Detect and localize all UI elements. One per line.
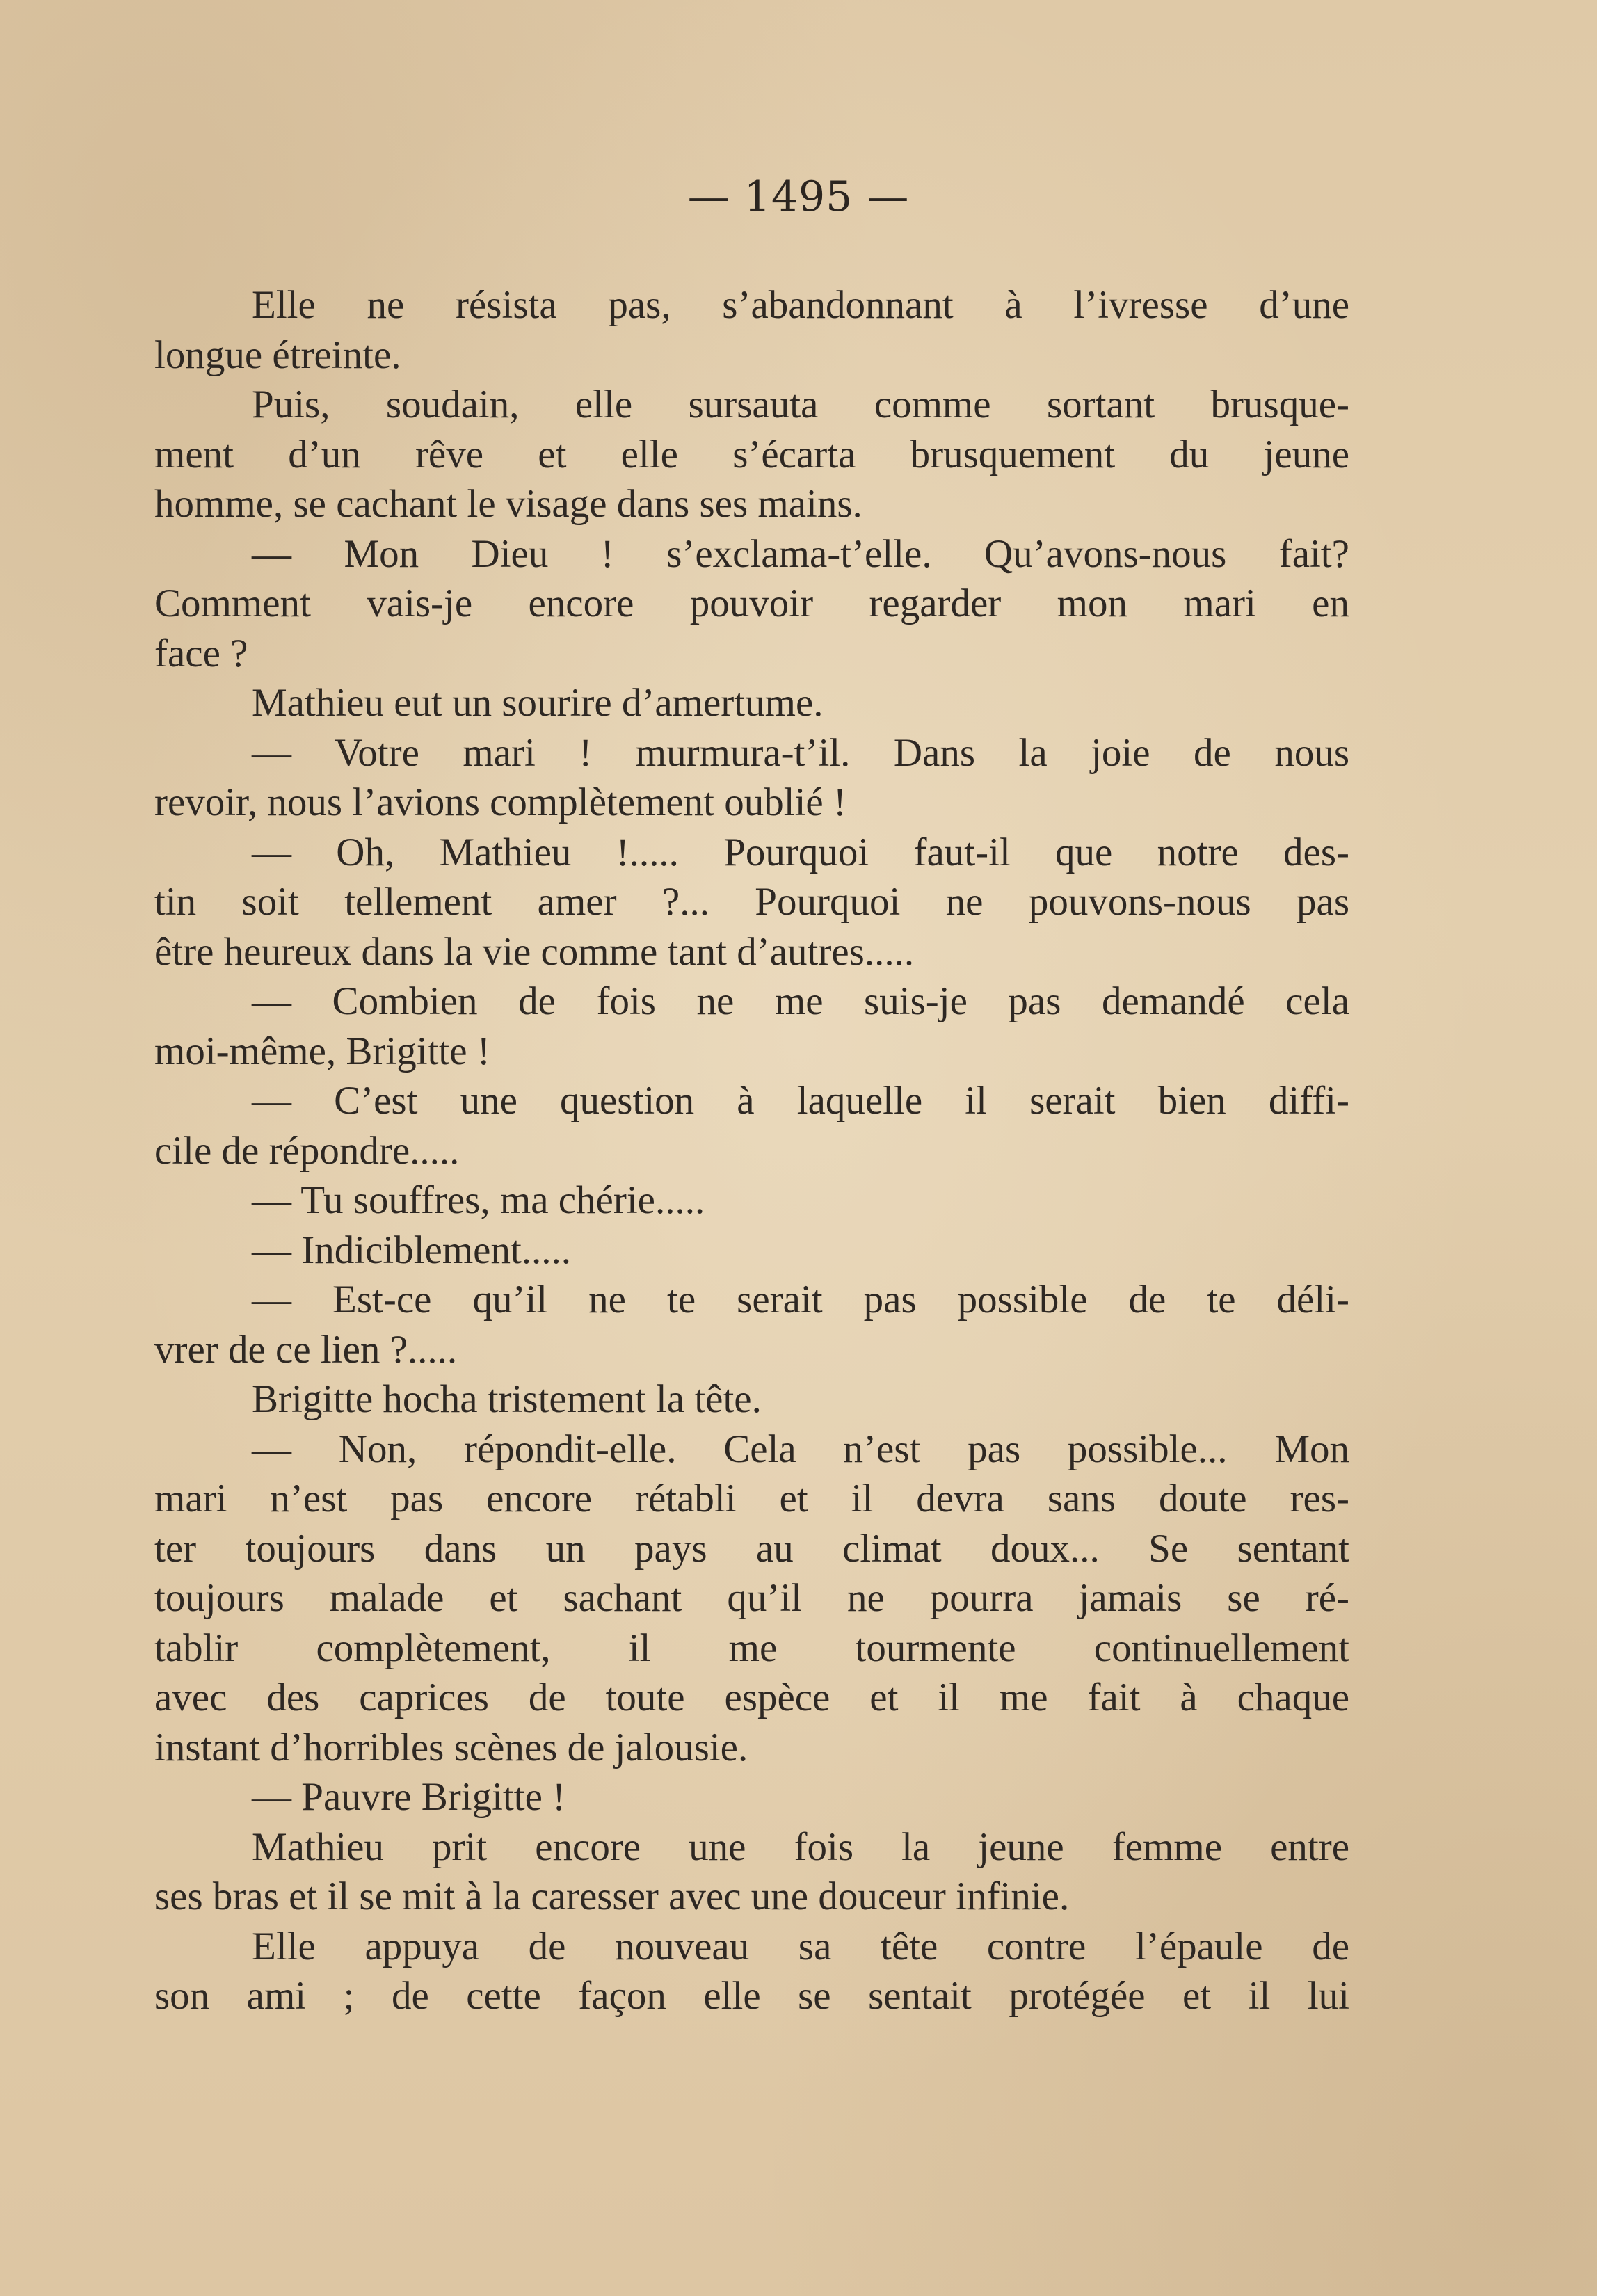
text-line: moi-même, Brigitte !	[154, 1029, 490, 1073]
text-line: — Tu souffres, ma chérie.....	[252, 1178, 705, 1222]
body-text	[154, 280, 1349, 2021]
text-line: face ?	[154, 631, 248, 675]
text-line: tablir complètement, il me tourmente continuellement	[154, 1625, 1349, 1670]
text-line: Mathieu eut un sourire d’amertume.	[252, 681, 824, 725]
text-line: Brigitte hocha tristement la tête.	[252, 1377, 762, 1421]
text-line: Mathieu prit encore une fois la jeune femme entre	[252, 1824, 1349, 1869]
text-line: — Non, répondit-elle. Cela n’est pas possible... Mon	[252, 1427, 1349, 1471]
text-line: ment d’un rêve et elle s’écarta brusquement du jeune	[154, 432, 1349, 476]
text-line: tin soit tellement amer ?... Pourquoi ne pouvons-nous pas	[154, 880, 1349, 924]
text-line: — Pauvre Brigitte !	[252, 1775, 566, 1819]
text-line: toujours malade et sachant qu’il ne pourra jamais se ré-	[154, 1576, 1349, 1620]
text-line: instant d’horribles scènes de jalousie.	[154, 1725, 748, 1769]
text-line: avec des caprices de toute espèce et il me fait à chaque	[154, 1676, 1349, 1719]
text-line: — C’est une question à laquelle il serait bien diffi-	[252, 1079, 1349, 1123]
text-line: — Est-ce qu’il ne te serait pas possible de te déli-	[252, 1278, 1349, 1322]
text-line: revoir, nous l’avions complètement oublié !	[154, 780, 846, 824]
text-line: ses bras et il se mit à la caresser avec une douceur infinie.	[154, 1874, 1070, 1918]
text-line: être heureux dans la vie comme tant d’autres.....	[154, 929, 915, 974]
text-line: Elle appuya de nouveau sa tête contre l’épaule de	[252, 1924, 1349, 1968]
text-line: cile de répondre.....	[154, 1128, 460, 1173]
text-line: — Combien de fois ne me suis-je pas demandé cela	[252, 979, 1349, 1023]
text-line: longue étreinte.	[154, 332, 401, 377]
text-line: Puis, soudain, elle sursauta comme sortant brusque-	[252, 383, 1349, 426]
text-line: — Oh, Mathieu !..... Pourquoi faut-il que notre des-	[252, 830, 1349, 874]
text-line: mari n’est pas encore rétabli et il devra sans doute res-	[154, 1477, 1349, 1520]
text-line: ter toujours dans un pays au climat doux... Se sentant	[154, 1526, 1349, 1571]
text-line: vrer de ce lien ?.....	[154, 1327, 458, 1372]
text-line: — Indiciblement.....	[252, 1228, 572, 1272]
page-number: — 1495 —	[687, 172, 910, 221]
text-line: — Votre mari ! murmura-t’il. Dans la joie de nous	[252, 730, 1349, 775]
text-line: — Mon Dieu ! s’exclama-t’elle. Qu’avons-nous fait?	[252, 531, 1349, 576]
text-line: son ami ; de cette façon elle se sentait protégée et il lui	[154, 1974, 1349, 2018]
text-line: Comment vais-je encore pouvoir regarder mon mari en	[154, 581, 1349, 625]
text-line: homme, se cachant le visage dans ses mains.	[154, 482, 862, 526]
text-line: Elle ne résista pas, s’abandonnant à l’ivresse d’une	[252, 283, 1349, 327]
